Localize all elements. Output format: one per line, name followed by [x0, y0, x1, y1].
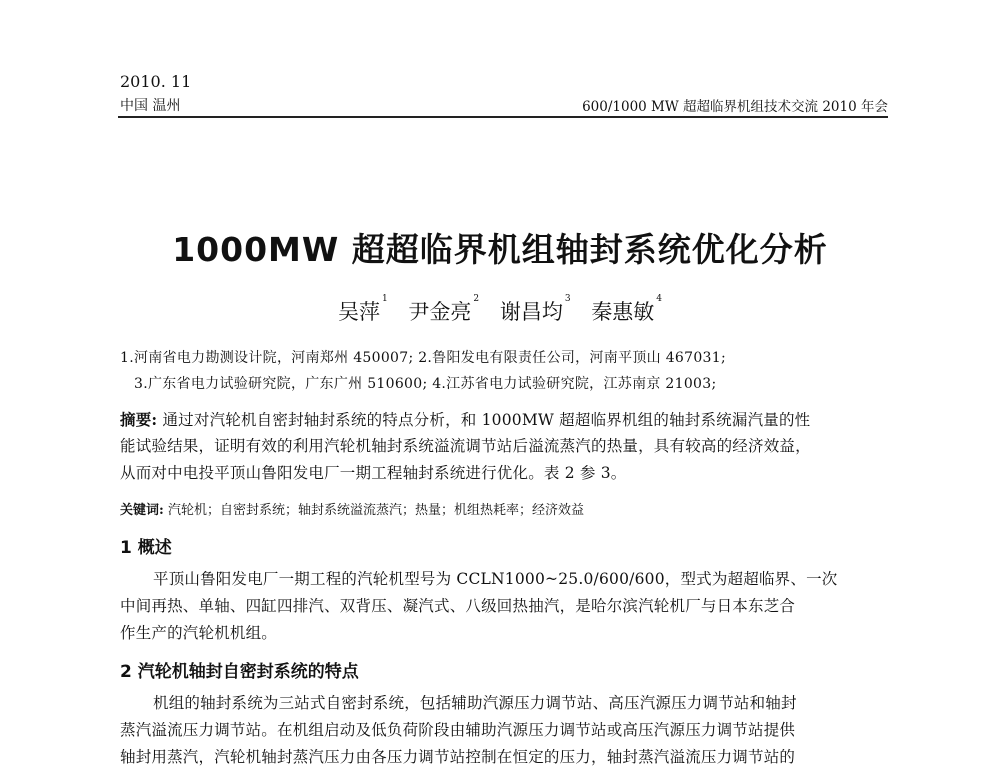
author: 谢昌均$^3$ — [499, 294, 571, 324]
abstract-label: 摘要: — [120, 410, 158, 429]
author: 尹金亮$^2$ — [408, 294, 480, 324]
header-location: 中国 温州 — [120, 98, 181, 114]
keywords — [120, 499, 584, 518]
section-heading: 1 概述 — [120, 538, 172, 558]
header-conference: 600/1000 MW 超超临界机组技术交流 2010 年会 — [582, 99, 888, 115]
body-line: 作生产的汽轮机机组。 — [120, 624, 278, 642]
keywords-label: 关键词: — [120, 503, 164, 518]
keywords-text: 汽轮机；自密封系统；轴封系统溢流蒸汽；热量；机组热耗率；经济效益 — [167, 503, 584, 518]
header-date: 2010. 11 — [120, 72, 192, 91]
body-line: 蒸汽溢流压力调节站。在机组启动及低负荷阶段由辅助汽源压力调节站或高压汽源压力调节站提供 — [120, 721, 796, 739]
affiliation-line: 3.广东省电力试验研究院，广东广州 510600; 4.江苏省电力试验研究院，江苏南京 21003; — [134, 376, 717, 392]
section-heading: 2 汽轮机轴封自密封系统的特点 — [120, 662, 359, 682]
body-line: 机组的轴封系统为三站式自密封系统，包括辅助汽源压力调节站、高压汽源压力调节站和轴封 — [153, 694, 797, 712]
body-line: 中间再热、单轴、四缸四排汽、双背压、凝汽式、八级回热抽汽，是哈尔滨汽轮机厂与日本东芝合 — [120, 597, 796, 615]
body-line: 轴封用蒸汽，汽轮机轴封蒸汽压力由各压力调节站控制在恒定的压力，轴封蒸汽溢流压力调节站的 — [120, 748, 796, 766]
abstract-line: 摘要: 通过对汽轮机自密封轴封系统的特点分析，和 1000MW 超超临界机组的轴封系统漏汽量的性 — [120, 410, 811, 429]
header-rule — [118, 116, 888, 118]
author: 吴萍$^1$ — [338, 294, 388, 324]
abstract-line: 能试验结果，证明有效的利用汽轮机轴封系统溢流调节站后溢流蒸汽的热量，具有较高的经济效益， — [120, 437, 811, 455]
paper-title: 1000MW 超超临界机组轴封系统优化分析 — [172, 230, 828, 269]
affiliation-line: 1.河南省电力勘测设计院，河南郑州 450007; 2.鲁阳发电有限责任公司，河南平顶山 467031; — [120, 350, 726, 366]
body-line: 平顶山鲁阳发电厂一期工程的汽轮机型号为 CCLN1000~25.0/600/600，型式为超超临界、一次 — [153, 570, 838, 588]
author: 秦惠敏$^4$ — [591, 294, 662, 324]
abstract-line: 从而对中电投平顶山鲁阳发电厂一期工程轴封系统进行优化。表 2 参 3。 — [120, 464, 627, 482]
author-list — [0, 296, 1000, 326]
